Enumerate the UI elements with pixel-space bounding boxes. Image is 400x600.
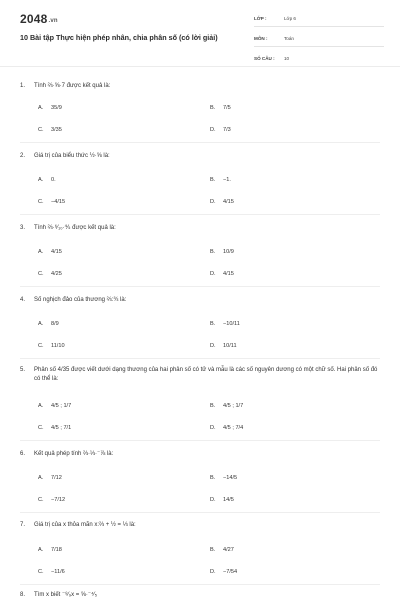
- option-c[interactable]: [38, 342, 65, 350]
- option-b[interactable]: [210, 248, 234, 256]
- question-8: [20, 591, 385, 600]
- option-value: 10/9: [223, 249, 234, 255]
- option-label: A.: [38, 105, 44, 111]
- option-a[interactable]: [38, 320, 59, 328]
- option-label: A.: [38, 475, 44, 481]
- option-label: C.: [38, 271, 44, 277]
- option-label: B.: [210, 105, 216, 111]
- option-b[interactable]: [210, 474, 237, 482]
- question-number: 8.: [20, 592, 26, 598]
- option-label: B.: [210, 321, 216, 327]
- question-divider: [20, 512, 380, 513]
- question-number: 2.: [20, 153, 26, 159]
- option-label: C.: [38, 569, 44, 575]
- option-value: 7/18: [51, 547, 62, 553]
- option-a[interactable]: [38, 248, 62, 256]
- meta-subject: [254, 34, 384, 47]
- option-value: 7/3: [223, 127, 231, 133]
- question-text: Phân số 4/35 được viết dưới dạng thương của hai phân số có tử và mẫu là các số nguyên dương có một chữ số. Hai phân số đó có thể là:: [34, 367, 378, 382]
- option-value: 4/15: [51, 249, 62, 255]
- option-c[interactable]: [38, 424, 71, 432]
- option-label: D.: [210, 425, 216, 431]
- option-value: 4/5 ; 1/7: [51, 403, 72, 409]
- option-value: 4/15: [223, 199, 234, 205]
- option-label: D.: [210, 271, 216, 277]
- option-label: A.: [38, 547, 44, 553]
- option-label: D.: [210, 569, 216, 575]
- meta-value: Lớp 6: [284, 16, 296, 21]
- question-5: [20, 366, 385, 384]
- question-1: [20, 82, 385, 91]
- option-value: 3/35: [51, 127, 62, 133]
- option-d[interactable]: [210, 424, 243, 432]
- option-value: 7/12: [51, 475, 62, 481]
- option-value: −1.: [223, 177, 231, 183]
- question-text: Kết quả phép tính ⅔·⅓·⁻⅞ là:: [34, 451, 114, 457]
- meta-grade: [254, 14, 384, 27]
- meta-label: LỚP :: [254, 16, 267, 21]
- option-d[interactable]: [210, 496, 234, 504]
- logo-main: 2048: [20, 12, 48, 26]
- option-value: 4/27: [223, 547, 234, 553]
- question-2: [20, 152, 385, 161]
- option-label: C.: [38, 343, 44, 349]
- option-label: A.: [38, 249, 44, 255]
- option-label: C.: [38, 497, 44, 503]
- option-value: 4/5 ; 7/4: [223, 425, 244, 431]
- option-label: B.: [210, 249, 216, 255]
- option-d[interactable]: [210, 270, 234, 278]
- option-label: D.: [210, 343, 216, 349]
- option-label: D.: [210, 199, 216, 205]
- question-divider: [20, 142, 380, 143]
- meta-value: Toán: [284, 36, 294, 41]
- option-label: B.: [210, 177, 216, 183]
- option-value: 11/10: [51, 343, 65, 349]
- option-b[interactable]: [210, 402, 243, 410]
- option-c[interactable]: [38, 198, 65, 206]
- option-label: C.: [38, 425, 44, 431]
- option-a[interactable]: [38, 104, 62, 112]
- option-label: A.: [38, 403, 44, 409]
- question-text: Tìm x biết ⁻⁸⁄₉x = ⅝·⁻⁴⁄₅: [34, 592, 98, 598]
- option-c[interactable]: [38, 568, 65, 576]
- question-text: Giá trị của biểu thức ½·⅝ là:: [34, 153, 110, 159]
- document-header: [0, 0, 400, 66]
- option-label: A.: [38, 177, 44, 183]
- question-text: Tính ⅔·⅝·7 được kết quả là:: [34, 83, 111, 89]
- question-divider: [20, 440, 380, 441]
- meta-label: SỐ CÂU :: [254, 56, 275, 61]
- option-label: C.: [38, 127, 44, 133]
- option-d[interactable]: [210, 342, 237, 350]
- option-a[interactable]: [38, 474, 62, 482]
- question-number: 7.: [20, 522, 26, 528]
- option-label: B.: [210, 547, 216, 553]
- logo-suffix: .vn: [48, 18, 58, 24]
- document-meta: [254, 14, 384, 74]
- meta-label: MÔN :: [254, 36, 268, 41]
- option-value: −11/6: [51, 569, 65, 575]
- option-b[interactable]: [210, 546, 234, 554]
- question-3: [20, 224, 385, 233]
- option-value: 4/25: [51, 271, 62, 277]
- question-4: [20, 296, 385, 305]
- meta-value: 10: [284, 56, 290, 61]
- option-c[interactable]: [38, 126, 62, 134]
- site-logo[interactable]: [20, 12, 58, 26]
- option-c[interactable]: [38, 496, 65, 504]
- option-d[interactable]: [210, 568, 237, 576]
- option-value: 10/11: [223, 343, 237, 349]
- option-b[interactable]: [210, 320, 240, 328]
- question-6: [20, 450, 385, 459]
- option-label: A.: [38, 321, 44, 327]
- question-number: 5.: [20, 367, 26, 373]
- option-a[interactable]: [38, 402, 71, 410]
- question-divider: [20, 358, 380, 359]
- question-divider: [20, 286, 380, 287]
- option-value: 4/5 ; 1/7: [223, 403, 244, 409]
- option-d[interactable]: [210, 126, 231, 134]
- question-text: Tính ⅔·⁶⁄₁₀·⅘ được kết quả là:: [34, 225, 116, 231]
- option-value: 4/5 ; 7/1: [51, 425, 72, 431]
- option-value: 8/9: [51, 321, 59, 327]
- option-value: 0.: [51, 177, 56, 183]
- question-divider: [20, 214, 380, 215]
- question-number: 4.: [20, 297, 26, 303]
- option-value: 14/5: [223, 497, 234, 503]
- option-value: 4/15: [223, 271, 234, 277]
- option-label: B.: [210, 403, 216, 409]
- option-value: −10/11: [223, 321, 240, 327]
- document-title: 10 Bài tập Thực hiện phép nhân, chia phân số (có lời giải): [20, 33, 218, 42]
- option-c[interactable]: [38, 270, 62, 278]
- question-text: Số nghịch đảo của thương ⅔:¾ là:: [34, 297, 127, 303]
- question-number: 3.: [20, 225, 26, 231]
- option-a[interactable]: [38, 176, 56, 184]
- question-divider: [20, 584, 380, 585]
- option-b[interactable]: [210, 104, 231, 112]
- question-text: Giá trị của x thỏa mãn x:⅔ + ½ = ⅓ là:: [34, 522, 136, 528]
- header-divider: [0, 66, 400, 67]
- question-number: 1.: [20, 83, 26, 89]
- option-value: 35/9: [51, 105, 62, 111]
- option-label: D.: [210, 127, 216, 133]
- option-value: −7/12: [51, 497, 66, 503]
- option-value: −4/15: [51, 199, 66, 205]
- option-label: D.: [210, 497, 216, 503]
- option-d[interactable]: [210, 198, 234, 206]
- option-a[interactable]: [38, 546, 62, 554]
- option-b[interactable]: [210, 176, 231, 184]
- option-value: −14/5: [223, 475, 238, 481]
- question-number: 6.: [20, 451, 26, 457]
- option-label: C.: [38, 199, 44, 205]
- question-7: [20, 521, 385, 530]
- option-value: 7/5: [223, 105, 231, 111]
- option-label: B.: [210, 475, 216, 481]
- option-value: −7/54: [223, 569, 238, 575]
